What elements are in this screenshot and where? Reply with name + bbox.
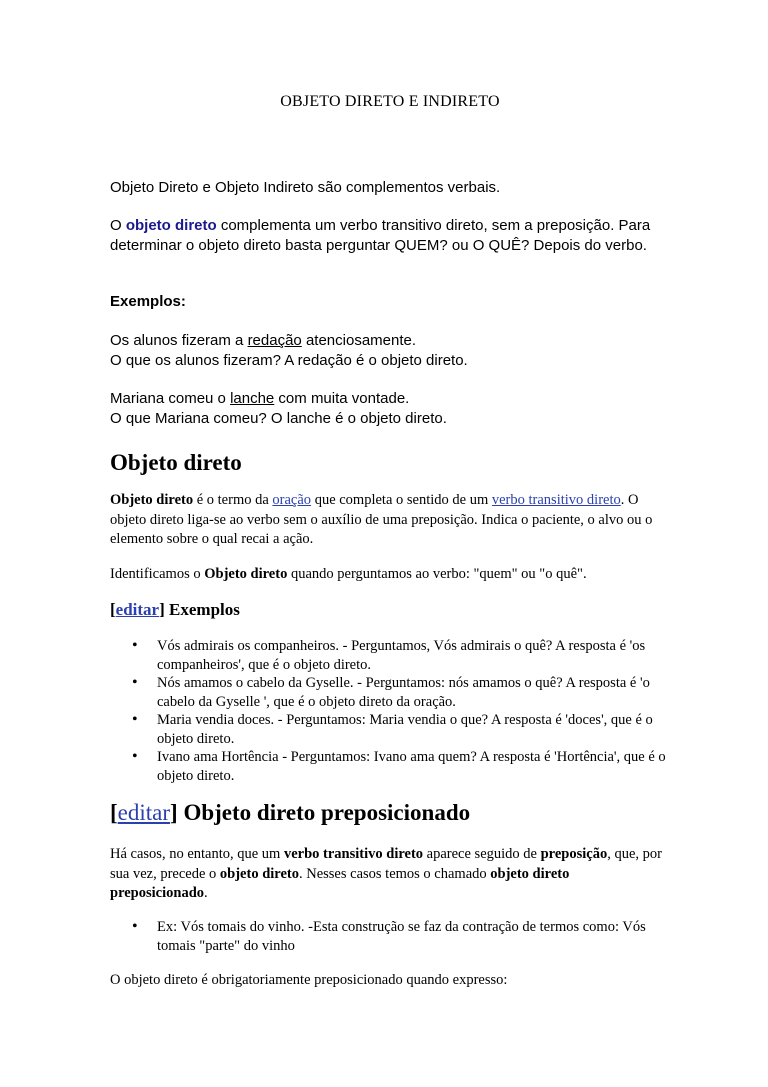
underlined-word: redação — [247, 332, 302, 349]
objeto-direto-definition: Objeto direto é o termo da oração que completa o sentido de um verbo transitivo direto. O objeto direto liga-se ao verbo sem o auxílio de uma preposição. Indica o paciente, o alvo ou o elemento sobre o qual recai a ação. — [110, 492, 653, 547]
verbo-transitivo-direto-link[interactable]: verbo transitivo direto — [491, 492, 621, 508]
list-item: • Ivano ama Hortência - Perguntamos: Ivano ama quem? A resposta é 'Hortência', que é o objeto direto. — [110, 748, 670, 785]
edit-link[interactable]: editar — [115, 600, 160, 619]
edit-link[interactable]: editar — [117, 800, 171, 825]
underlined-word: lanche — [230, 390, 275, 407]
examples-list — [110, 637, 670, 785]
list-item: • Maria vendia doces. - Perguntamos: Maria vendia o que? A resposta é 'doces', que é o objeto direto. — [110, 711, 670, 748]
list-item: • Ex: Vós tomais do vinho. -Esta construção se faz da contração de termos como: Vós tomais "parte" do vinho — [110, 918, 670, 955]
preposicionado-list — [110, 918, 670, 955]
list-item: • Nós amamos o cabelo da Gyselle. - Perguntamos: nós amamos o quê? A resposta é 'o cabelo da Gyselle ', que é o objeto direto da oração. — [110, 674, 670, 711]
closing-paragraph: O objeto direto é obrigatoriamente preposicionado quando expresso: — [110, 972, 508, 988]
objeto-direto-term: objeto direto — [125, 217, 217, 234]
section-heading-objeto-direto: Objeto direto — [110, 450, 242, 475]
document-title: OBJETO DIRETO E INDIRETO — [280, 93, 500, 110]
oracao-link[interactable]: oração — [272, 492, 312, 508]
intro-paragraph: Objeto Direto e Objeto Indireto são complementos verbais. — [110, 179, 501, 196]
example-1: Os alunos fizeram a redação atenciosamente. O que os alunos fizeram? A redação é o objeto direto. — [110, 332, 468, 369]
list-item: • Vós admirais os companheiros. - Perguntamos, Vós admirais o quê? A resposta é 'os companheiros', que é o objeto direto. — [110, 637, 670, 674]
definition-paragraph: O objeto direto complementa um verbo transitivo direto, sem a preposição. Para determinar o objeto direto basta perguntar QUEM? ou O QUÊ? Depois do verbo. — [110, 217, 651, 254]
preposicionado-paragraph: Há casos, no entanto, que um verbo transitivo direto aparece seguido de preposição, que, por sua vez, precede o objeto direto. Nesses casos temos o chamado objeto direto preposicionado. — [110, 846, 662, 901]
examples-label: Exemplos: — [110, 293, 186, 310]
identification-paragraph: Identificamos o Objeto direto quando perguntamos ao verbo: "quem" ou "o quê". — [110, 566, 587, 582]
section-heading-preposicionado: [editar] Objeto direto preposicionado — [110, 800, 471, 825]
example-2: Mariana comeu o lanche com muita vontade. O que Mariana comeu? O lanche é o objeto direto. — [110, 390, 447, 427]
section-heading-exemplos: [editar] Exemplos — [110, 600, 240, 619]
